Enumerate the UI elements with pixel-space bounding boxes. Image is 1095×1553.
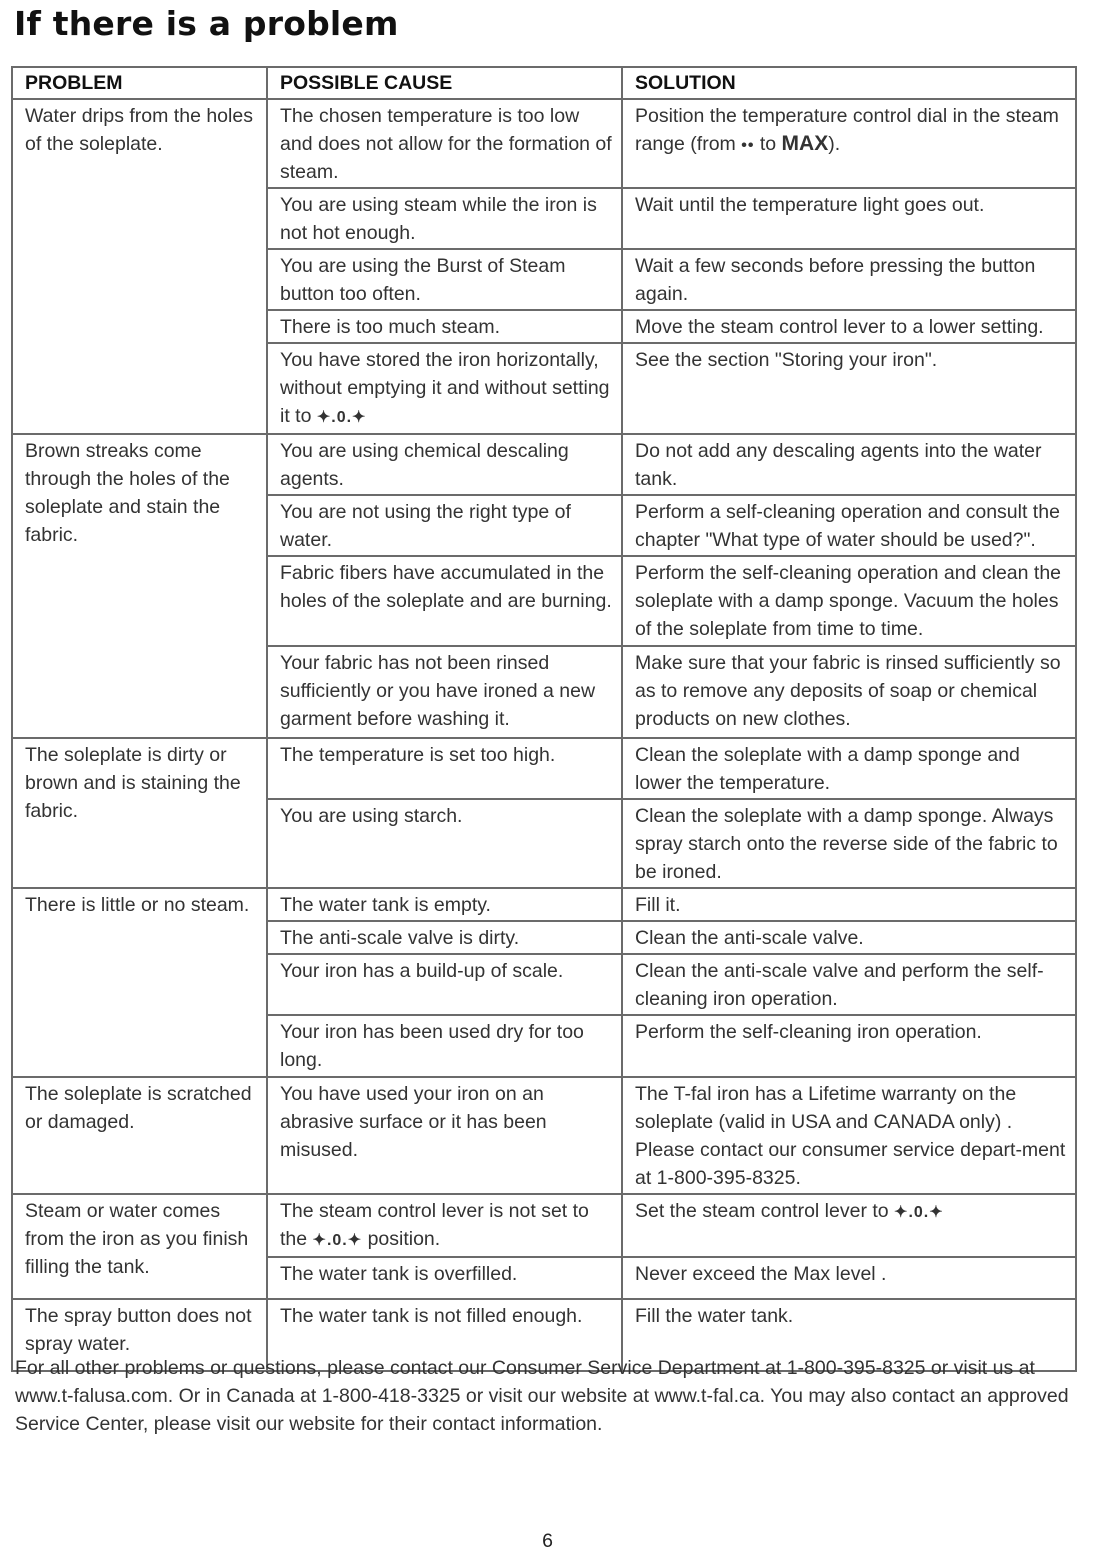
header-possible-cause: POSSIBLE CAUSE (267, 67, 622, 99)
cause-cell: The water tank is empty. (267, 888, 622, 921)
solution-text-end: ). (828, 133, 841, 155)
problem-cell: The spray button does not spray water. (12, 1299, 267, 1371)
cause-text: The steam control lever is not set to the (280, 1200, 589, 1250)
solution-cell: Clean the anti-scale valve. (622, 921, 1076, 954)
cause-cell: You are not using the right type of water. (267, 495, 622, 556)
solution-text: Set the steam control lever to (635, 1200, 889, 1222)
cause-cell: You are using the Burst of Steam button too often. (267, 249, 622, 310)
cause-cell: You are using chemical descaling agents. (267, 434, 622, 495)
problem-cell: There is little or no steam. (12, 888, 267, 1077)
solution-cell: The T-fal iron has a Lifetime warranty on the soleplate (valid in USA and CANADA only) . Please contact our consumer service depart-ment at 1-800-395-8325. (622, 1077, 1076, 1194)
solution-cell: Do not add any descaling agents into the water tank. (622, 434, 1076, 495)
problem-cell: The soleplate is scratched or damaged. (12, 1077, 267, 1194)
solution-cell: Clean the soleplate with a damp sponge and lower the temperature. (622, 738, 1076, 799)
cause-cell: The water tank is overfilled. (267, 1257, 622, 1299)
solution-cell: Perform a self-cleaning operation and consult the chapter "What type of water should be used?". (622, 495, 1076, 556)
cause-cell: There is too much steam. (267, 310, 622, 343)
cause-cell: The chosen temperature is too low and does not allow for the formation of steam. (267, 99, 622, 188)
cause-text: You have stored the iron horizontally, without emptying it and without setting it to (280, 349, 610, 427)
table-header-row (12, 67, 1076, 99)
table-row (12, 99, 1076, 188)
table-row (12, 1077, 1076, 1194)
problem-cell: Brown streaks come through the holes of the soleplate and stain the fabric. (12, 434, 267, 738)
steam-off-symbol-icon: ✦.0.✦ (312, 1232, 363, 1249)
problem-cell: The soleplate is dirty or brown and is staining the fabric. (12, 738, 267, 888)
cause-text-end: position. (367, 1228, 441, 1250)
header-solution: SOLUTION (622, 67, 1076, 99)
solution-cell: Perform the self-cleaning iron operation. (622, 1015, 1076, 1077)
solution-cell: Perform the self-cleaning operation and clean the soleplate with a damp sponge. Vacuum the holes of the soleplate from time to time. (622, 556, 1076, 646)
cause-cell: You are using starch. (267, 799, 622, 888)
solution-cell: Wait until the temperature light goes out. (622, 188, 1076, 249)
solution-cell: Make sure that your fabric is rinsed sufficiently so as to remove any deposits of soap or chemical products on new clothes. (622, 646, 1076, 738)
header-problem: PROBLEM (12, 67, 267, 99)
solution-cell: Wait a few seconds before pressing the button again. (622, 249, 1076, 310)
solution-cell: Fill the water tank. (622, 1299, 1076, 1371)
solution-cell (622, 99, 1076, 188)
cause-cell (267, 1194, 622, 1257)
solution-cell: Clean the anti-scale valve and perform the self-cleaning iron operation. (622, 954, 1076, 1015)
cause-cell: You have used your iron on an abrasive surface or it has been misused. (267, 1077, 622, 1194)
page-number: 6 (542, 1530, 553, 1552)
troubleshooting-table (11, 66, 1077, 1372)
solution-text: Position the temperature control dial in the steam range (from (635, 105, 1059, 155)
table-row (12, 434, 1076, 495)
cause-cell (267, 343, 622, 434)
contact-paragraph: For all other problems or questions, please contact our Consumer Service Department at 1-800-395-8325 or visit us at www.t-falusa.com. Or in Canada at 1-800-418-3325 or visit our website at www.t-fal.ca. You may also contact an approved Service Center, please visit our website for their contact information. (15, 1357, 1069, 1435)
cause-cell: The water tank is not filled enough. (267, 1299, 622, 1371)
problem-cell: Steam or water comes from the iron as you finish filling the tank. (12, 1194, 267, 1299)
steam-dots-icon: •• (741, 137, 755, 154)
page-title: If there is a problem (14, 4, 399, 43)
cause-cell: The temperature is set too high. (267, 738, 622, 799)
cause-cell: You are using steam while the iron is not hot enough. (267, 188, 622, 249)
solution-cell (622, 1194, 1076, 1257)
solution-cell: Never exceed the Max level . (622, 1257, 1076, 1299)
cause-cell: Your fabric has not been rinsed sufficiently or you have ironed a new garment before washing it. (267, 646, 622, 738)
table-row (12, 888, 1076, 921)
steam-off-symbol-icon: ✦.0.✦ (316, 409, 367, 426)
solution-cell: Clean the soleplate with a damp sponge. Always spray starch onto the reverse side of the fabric to be ironed. (622, 799, 1076, 888)
problem-cell: Water drips from the holes of the soleplate. (12, 99, 267, 434)
solution-cell: Fill it. (622, 888, 1076, 921)
table-row (12, 1194, 1076, 1257)
cause-cell: The anti-scale valve is dirty. (267, 921, 622, 954)
cause-cell: Fabric fibers have accumulated in the holes of the soleplate and are burning. (267, 556, 622, 646)
solution-cell: See the section "Storing your iron". (622, 343, 1076, 434)
solution-cell: Move the steam control lever to a lower setting. (622, 310, 1076, 343)
table-row (12, 738, 1076, 799)
steam-off-symbol-icon: ✦.0.✦ (894, 1204, 944, 1221)
max-setting-label: MAX (781, 132, 829, 155)
cause-cell: Your iron has a build-up of scale. (267, 954, 622, 1015)
cause-cell: Your iron has been used dry for too long. (267, 1015, 622, 1077)
solution-text-mid: to (759, 133, 777, 155)
